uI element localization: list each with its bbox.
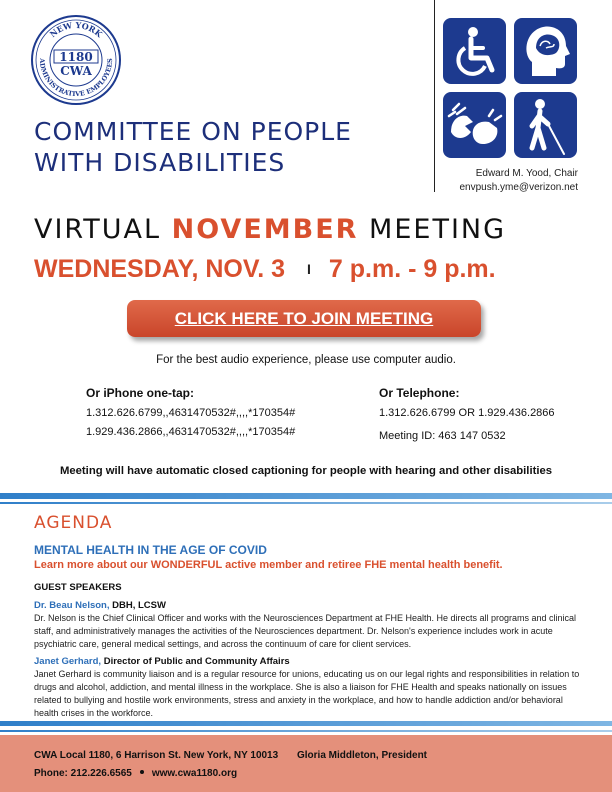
meeting-headline: [34, 214, 594, 245]
footer-president: Gloria Middleton, President: [297, 750, 428, 761]
brain-head-icon: [514, 18, 577, 84]
meeting-date: WEDNESDAY, NOV. 3: [34, 255, 286, 283]
divider-stripe-thin: [0, 502, 612, 504]
footer-address: CWA Local 1180, 6 Harrison St. New York, NY 10013: [34, 750, 279, 761]
captioning-note: Meeting will have automatic closed captioning for people with hearing and other disabilities: [59, 465, 553, 477]
svg-text:ADMINISTRATIVE EMPLOYEES: ADMINISTRATIVE EMPLOYEES: [37, 58, 115, 99]
speaker-1-bio: Dr. Nelson is the Chief Clinical Officer and works with the Neurosciences Department at FHE Health. He directs all programs and clinical staff, and administratively manages the activities of the Neurosciences department. Dr. Nelson's experience includes work in acute psychiatric care, general medical settings, and across the continuum of care for client services.: [34, 613, 577, 649]
virtual-word: VIRTUAL: [34, 214, 161, 245]
speaker-1-name: Dr. Beau Nelson,: [34, 600, 110, 611]
footer-phone: Phone: 212.226.6565: [34, 768, 132, 779]
meeting-id: Meeting ID: 463 147 0532: [379, 430, 506, 442]
bullet-dot: [140, 770, 144, 774]
iphone-line-2[interactable]: 1.929.436.2866,,4631470532#,,,,*170354#: [86, 426, 296, 438]
join-meeting-button[interactable]: CLICK HERE TO JOIN MEETING: [127, 300, 481, 337]
divider-stripe: [0, 493, 612, 499]
footer-stripe-thin: [0, 730, 612, 732]
footer-stripe: [0, 721, 612, 726]
month-word: NOVEMBER: [171, 214, 359, 245]
agenda-subtitle: Learn more about our WONDERFUL active member and retiree FHE mental health benefit.: [34, 559, 503, 571]
footer: [0, 735, 612, 792]
speaker-2-role: Director of Public and Community Affairs: [103, 656, 290, 667]
speaker-2: [34, 655, 582, 720]
footer-website[interactable]: www.cwa1180.org: [151, 768, 238, 779]
svg-text:1180: 1180: [59, 50, 93, 64]
svg-text:CWA: CWA: [60, 64, 92, 78]
committee-title-line2: WITH DISABILITIES: [34, 148, 286, 177]
audio-note: For the best audio experience, please use computer audio.: [156, 354, 456, 366]
guest-speakers-heading: GUEST SPEAKERS: [34, 582, 122, 593]
header-divider: [434, 0, 435, 192]
telephone-heading: Or Telephone:: [379, 386, 460, 400]
speaker-1-role: DBH, LCSW: [112, 600, 166, 611]
iphone-line-1[interactable]: 1.312.626.6799,,4631470532#,,,,*170354#: [86, 407, 296, 419]
telephone-numbers: 1.312.626.6799 OR 1.929.436.2866: [379, 407, 555, 419]
agenda-heading: AGENDA: [34, 513, 113, 533]
sign-language-icon: [443, 92, 506, 158]
date-time-separator: I: [307, 261, 311, 277]
chair-contact: [440, 167, 578, 195]
blind-cane-icon: [514, 92, 577, 158]
meeting-date-time: [34, 255, 594, 284]
committee-title-line1: COMMITTEE ON PEOPLE: [34, 117, 352, 146]
agenda-topic: MENTAL HEALTH IN THE AGE OF COVID: [34, 543, 267, 557]
cwa-1180-seal-logo: [30, 14, 122, 106]
committee-title: [34, 116, 434, 178]
footer-contact: [34, 768, 237, 779]
accessibility-icon-grid: [443, 18, 577, 158]
iphone-heading: Or iPhone one-tap:: [86, 386, 194, 400]
speaker-2-bio: Janet Gerhard is community liaison and is a regular resource for unions, educating us on our legal rights and responsibilities in relation to drugs and alcohol, addiction, and mental illness in the workplace. She is also a liaison for FHE Health and speaks nationally on issues related to bullying and hostile work environments, stress and anxiety in the workplace, and how to handle addiction and/or behavioral health crises in the workforce.: [34, 669, 580, 718]
meeting-time: 7 p.m. - 9 p.m.: [328, 255, 496, 283]
chair-name: Edward M. Yood, Chair: [475, 168, 578, 179]
speaker-1: [34, 599, 582, 651]
telephone-block: [379, 386, 589, 442]
chair-email[interactable]: envpush.yme@verizon.net: [459, 182, 578, 193]
svg-text:NEW YORK: NEW YORK: [47, 19, 105, 40]
meeting-word: MEETING: [369, 214, 507, 245]
speaker-2-name: Janet Gerhard,: [34, 656, 102, 667]
wheelchair-icon: [443, 18, 506, 84]
iphone-dial-block: [86, 386, 366, 438]
